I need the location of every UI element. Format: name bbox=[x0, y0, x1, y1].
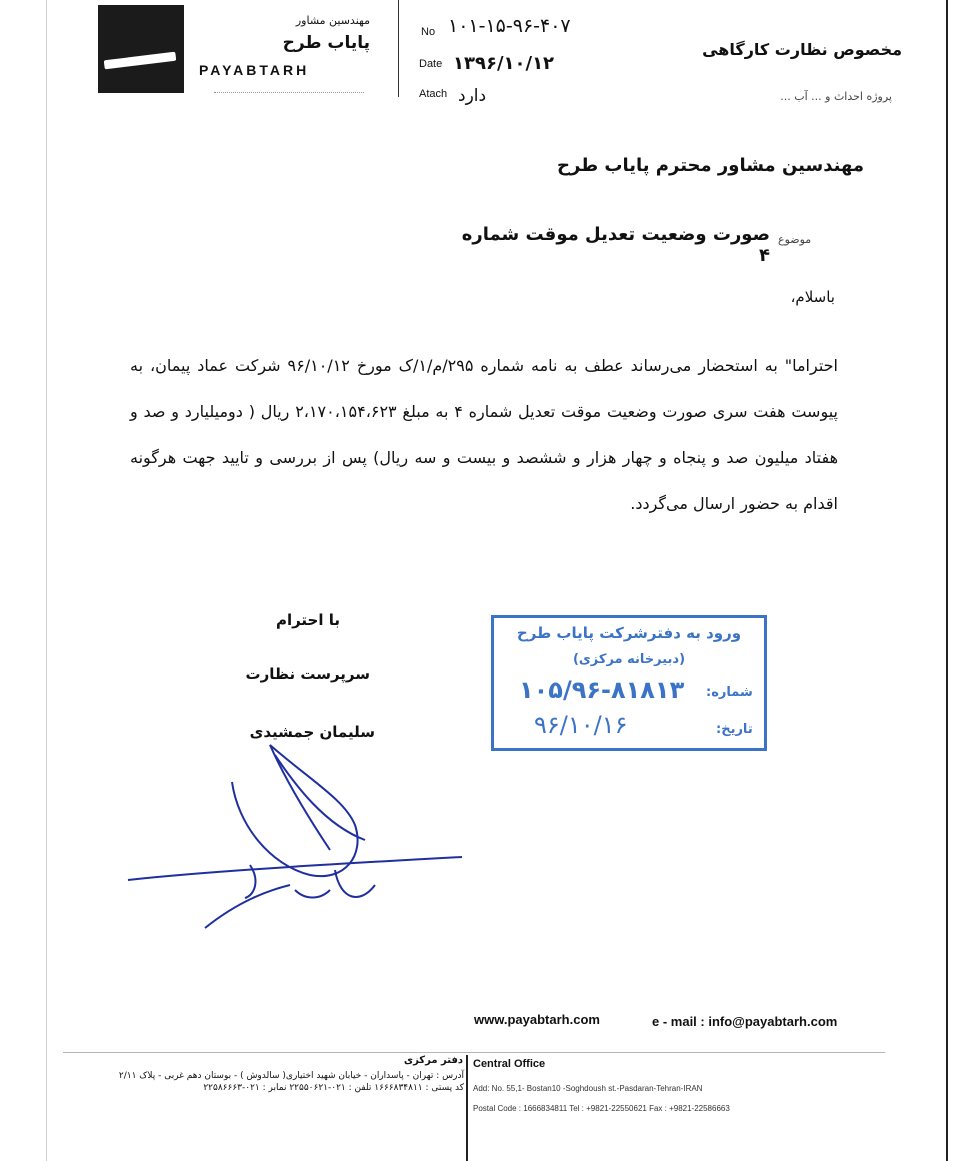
contact-line-persian: کد پستی : ۱۶۶۶۸۳۴۸۱۱ تلفن : ۰۲۱-۲۲۵۵۰۶۲۱ نمابر : ۰۲۱-۲۲۵۸۶۶۶۳ bbox=[203, 1083, 464, 1093]
address-english bbox=[473, 1079, 813, 1119]
attachment-label: Atach bbox=[419, 88, 448, 100]
closing: با احترام bbox=[275, 611, 340, 629]
logo-tagline-line bbox=[214, 84, 364, 93]
subject: صورت وضعیت تعدیل موقت شماره ۴ bbox=[461, 224, 770, 266]
footer-divider bbox=[466, 1055, 468, 1161]
signer-name: سلیمان جمشیدی bbox=[249, 723, 375, 741]
letter-paragraph: احتراما" به استحضار می‌رساند عطف به نامه شماره ۲۹۵/م/۱/ک مورخ ۹۶/۱۰/۱۲ شرکت عماد پیمان، به پیوست هفت سری صورت وضعیت موقت تعدیل شماره ۴ به مبلغ ۲،۱۷۰،۱۵۴،۶۲۳ ریال ( دومیلیارد و صد و هفتاد میلیون صد و پنجاه و چهار هزار و ششصد و بیست و سه ریال) پس از بررسی و تایید جهت هرگونه اقدام به حضور ارسال می‌گردد. bbox=[130, 356, 839, 513]
logo-name-persian: پایاب طرح bbox=[282, 33, 370, 53]
handwritten-signature-icon bbox=[120, 730, 470, 930]
office-label-persian: دفتر مرکزی bbox=[403, 1055, 463, 1066]
company-logo-icon bbox=[98, 5, 184, 93]
reception-stamp bbox=[491, 615, 767, 751]
stamp-subtitle: (دبیرخانه مرکزی) bbox=[572, 652, 686, 667]
scan-edge-right bbox=[946, 0, 948, 1161]
address-persian bbox=[92, 1070, 464, 1094]
number-label: No bbox=[421, 26, 436, 38]
footer-rule bbox=[63, 1052, 885, 1053]
stamp-date-label: تاریخ: bbox=[716, 722, 753, 737]
project-line: پروژه احداث و ... آب ... bbox=[780, 90, 892, 103]
recipient: مهندسین مشاور محترم پایاب طرح bbox=[557, 155, 864, 176]
confidential-heading: مخصوص نظارت کارگاهی bbox=[702, 40, 902, 59]
logo-subtitle: مهندسین مشاور bbox=[295, 14, 370, 27]
attachment-value: دارد bbox=[458, 86, 487, 106]
stamp-title: ورود به دفترشرکت پایاب طرح bbox=[516, 624, 742, 642]
footer-email: e - mail : info@payabtarh.com bbox=[652, 1014, 838, 1029]
stamp-date: ۹۶/۱۰/۱۶ bbox=[534, 711, 628, 739]
address-line-persian: آدرس : تهران - پاسداران - خیابان شهید اختیاری( سالدوش ) - بوستان دهم غربی - پلاک ۲/۱۱ bbox=[118, 1071, 464, 1081]
logo-name-english: PAYABTARH bbox=[199, 62, 310, 78]
header-divider bbox=[398, 0, 399, 97]
footer-website: www.payabtarh.com bbox=[474, 1012, 600, 1027]
subject-label: موضوع bbox=[778, 233, 812, 246]
scan-edge-left bbox=[46, 0, 47, 1161]
greeting: باسلام، bbox=[790, 288, 835, 306]
address-line-english: Add: No. 55,1- Bostan10 -Soghdoush st.-Pasdaran-Tehran-IRAN bbox=[473, 1084, 703, 1093]
letter-date: ۱۳۹۶/۱۰/۱۲ bbox=[453, 53, 555, 74]
letter-number: ۱۰۱-۱۵-۹۶-۴۰۷ bbox=[448, 15, 571, 37]
contact-line-english: Postal Code : 1666834811 Tel : +9821-22550621 Fax : +9821-22586663 bbox=[473, 1104, 730, 1113]
date-label: Date bbox=[419, 58, 443, 70]
stamp-number: ۱۰۵/۹۶-۸۱۸۱۳ bbox=[519, 676, 685, 704]
stamp-number-label: شماره: bbox=[706, 685, 753, 700]
signer-title: سرپرست نظارت bbox=[245, 665, 370, 683]
office-label-english: Central Office bbox=[473, 1058, 546, 1070]
